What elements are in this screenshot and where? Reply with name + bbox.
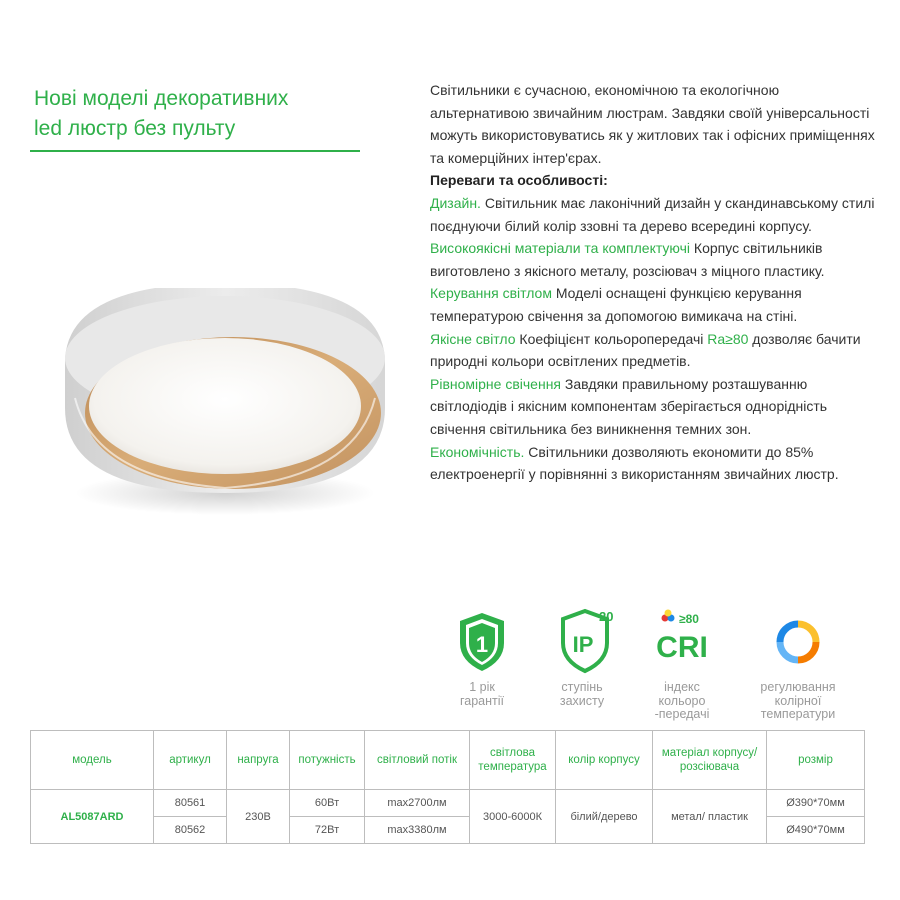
design-text: Світильник має лаконічний дизайн у скандинавському стилі поєднуючи білий колір ззовні та дерево всередині корпусу.	[430, 194, 875, 234]
cell-size: Ø490*70мм	[767, 817, 865, 844]
feature-warranty	[427, 605, 537, 708]
header-article: артикул	[154, 731, 227, 790]
quality-label: Якісне світло	[430, 330, 516, 347]
header-voltage: напруга	[227, 731, 290, 790]
uniform-text: Завдяки правильному розташуванню світлодіодів і якісним компонентам зберігається однорідність свічення світильника без виникнення темних зон.	[430, 375, 828, 437]
cell-power: 72Вт	[290, 817, 365, 844]
title-line-2: led люстр без пульту	[34, 117, 236, 140]
cell-color-temp: 3000-6000К	[470, 790, 556, 844]
cell-size: Ø390*70мм	[767, 790, 865, 817]
control-text: Моделі оснащені функцією керування температурою свічення за допомогою вимикача на стіні.	[430, 285, 802, 324]
cell-flux: max2700лм	[365, 790, 470, 817]
cell-flux: max3380лм	[365, 817, 470, 844]
feature-materials	[430, 237, 875, 282]
ip-caption: ступінь захисту	[559, 680, 605, 708]
feature-color-temp	[743, 605, 853, 722]
cell-material: метал/ пластик	[653, 790, 767, 844]
warranty-caption: 1 рік гарантії	[459, 680, 505, 708]
header-model: модель	[31, 731, 154, 790]
ip-protection-icon	[527, 605, 637, 675]
feature-icons-row	[0, 605, 900, 720]
feature-uniform	[430, 373, 875, 441]
cell-body-color: білий/дерево	[556, 790, 653, 844]
ip-badge-sup: 20	[599, 609, 614, 624]
color-temperature-ring-icon	[743, 605, 853, 675]
economy-text: Світильники дозволяють економити до 85% електроенергії у порівнянні з використанням звичайних люстр.	[430, 443, 839, 483]
feature-control	[430, 282, 875, 327]
title-underline	[30, 150, 360, 152]
header-color-temp: світлова температура	[470, 731, 556, 790]
description-intro: Світильники є сучасною, економічною та екологічною альтернативою звичайним люстрам. Завдяки своїй універсальності можуть використовуватись як у житлових так і офісних приміщеннях та комерційних інтер'єрах.	[430, 82, 875, 166]
cell-power: 60Вт	[290, 790, 365, 817]
ip-badge-text: IP	[572, 632, 594, 657]
header-material: матеріал корпусу/ розсіювача	[653, 731, 767, 790]
ceiling-lamp-image	[55, 288, 395, 518]
feature-economy	[430, 441, 875, 486]
cell-model: AL5087ARD	[31, 790, 154, 844]
cell-article: 80561	[154, 790, 227, 817]
warranty-badge-text: 1	[475, 632, 489, 657]
economy-label: Економічність.	[430, 443, 525, 460]
uniform-label: Рівномірне свічення	[430, 375, 562, 392]
design-label: Дизайн.	[430, 194, 481, 211]
color-temp-caption: регулювання колірної температури	[760, 680, 836, 721]
specification-table	[30, 730, 865, 844]
cri-badge-text: CRI	[656, 631, 708, 664]
table-row	[31, 790, 865, 817]
feature-ip	[527, 605, 637, 708]
feature-quality	[430, 328, 875, 373]
quality-text-1: Коефіцієнт кольоропередачі	[515, 330, 708, 347]
cri-caption: індекс кольоро -передачі	[654, 680, 710, 721]
header-power: потужність	[290, 731, 365, 790]
feature-cri	[627, 605, 737, 722]
table-header-row	[31, 731, 865, 790]
cri-icon	[627, 605, 737, 675]
control-label: Керування світлом	[430, 285, 552, 302]
product-description	[430, 79, 875, 486]
cell-article: 80562	[154, 817, 227, 844]
header-body-color: колір корпусу	[556, 731, 653, 790]
quality-ra: Ra≥80	[707, 330, 749, 347]
feature-design	[430, 192, 875, 237]
title-line-1: Нові моделі декоративних	[34, 87, 289, 110]
page-title	[34, 84, 364, 144]
cri-badge-sup: ≥80	[679, 612, 699, 626]
cell-voltage: 230В	[227, 790, 290, 844]
header-size: розмір	[767, 731, 865, 790]
header-flux: світловий потік	[365, 731, 470, 790]
quality-text-2: дозволяє бачити природні кольори освітлених предметів.	[430, 330, 861, 370]
shield-warranty-icon	[427, 605, 537, 675]
materials-text: Корпус світильників виготовлено з якісного металу, розсіювач з міцного пластику.	[430, 240, 825, 279]
materials-label: Високоякісні матеріали та комплектуючі	[430, 240, 691, 257]
advantages-heading: Переваги та особливості:	[430, 172, 608, 189]
